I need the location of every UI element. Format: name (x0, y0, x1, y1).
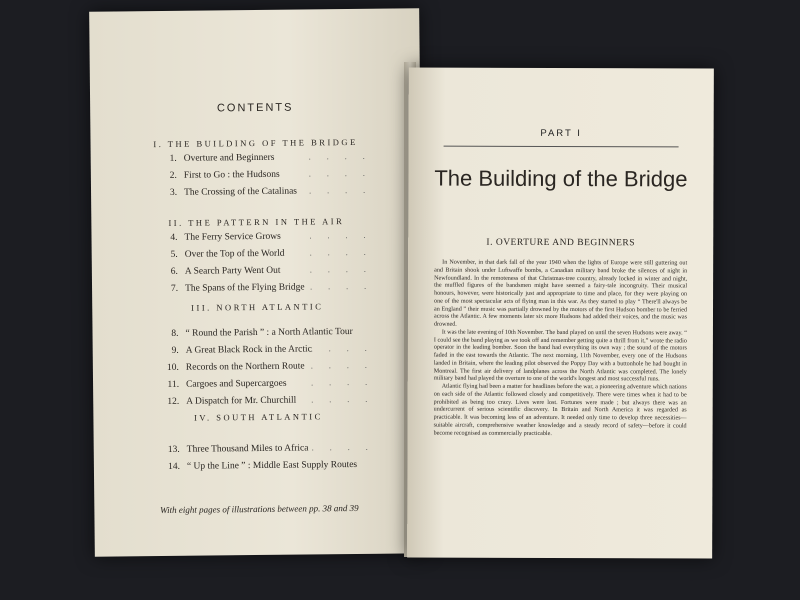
toc-leader-dots: . . . . (308, 151, 372, 162)
toc-entry (160, 247, 430, 262)
toc-entry-number: 14. (167, 461, 180, 472)
toc-entry (161, 394, 431, 409)
toc-leader-dots: . . . . (310, 343, 374, 354)
divider-rule (444, 146, 679, 148)
toc-entry (160, 264, 430, 279)
toc-entry-number: 13. (167, 444, 180, 455)
part-heading: IV. SOUTH ATLANTIC (194, 411, 323, 423)
toc-entry-number: 12. (167, 396, 180, 407)
toc-leader-dots: . . . . (308, 185, 373, 196)
toc-entry (159, 230, 429, 245)
body-paragraph: It was the late evening of 10th November. The band played on until the seven Hudsons were away. “ I could see the band playing as we took off and remember getting quite a thrill from it,” wrote the radio operator in the leading bomber. Soon the band had everything its own way ; the sound of the motors faded in the east towards the Atlantic. The next morning, 11th November, every one of the Hudsons landed in Britain, where the leading pilot observed the Poppy Day with a buttonhole he had bought in Montreal. The first air delivery of landplanes across the North Atlantic was completed. The lonely military band had played the overture to one of the world's longest and most successful runs. (433, 329, 687, 383)
toc-entry-number: 9. (171, 345, 179, 356)
toc-entry-title: The Crossing of the Catalinas (184, 186, 298, 198)
toc-entry-title: Overture and Beginners (183, 152, 275, 164)
toc-entry-number: 7. (170, 283, 179, 294)
toc-entry-number: 8. (171, 328, 179, 339)
toc-leader-dots: . . . . (311, 377, 375, 388)
part-label: PART I (540, 127, 582, 140)
toc-entry (159, 151, 429, 166)
chapter-title: The Building of the Bridge (434, 165, 688, 192)
toc-leader-dots: . . . . (311, 442, 375, 453)
body-paragraph: In November, in that dark fall of the year 1940 when the lights of Europe were still guttering out and Britain shook under Luftwaffe bombs, a Canadian military band broke the silences of night in Newfoundland. In the remoteness of that Christmas-tree country, already locked in winter and night, the muffled figures of the bandsmen might have seemed a fairy-tale incongruity. Their musical honours, however, were historically just and appropriate to time and place, for they were playing on one of the most spectacular acts of flying man in this war. As they started to play “ There'll always be an England ” their music was partially drowned by the motors of the first Hudson bomber to be ferried across the Atlantic. A few moments later six more Hudsons had added their voices, and the music was drowned. (433, 259, 688, 328)
part-heading: I. THE BUILDING OF THE BRIDGE (153, 136, 358, 150)
toc-entry (159, 185, 429, 200)
toc-leader-dots: . . . . (309, 247, 373, 258)
toc-entry (160, 281, 430, 296)
contents-page (89, 8, 425, 556)
toc-entry (162, 442, 432, 457)
toc-leader-dots: . . . . (309, 264, 373, 275)
toc-entry (161, 360, 431, 375)
section-heading: I. OVERTURE AND BEGINNERS (486, 237, 636, 249)
toc-entry-title: “ Up the Line ” : Middle East Supply Routes (186, 459, 358, 472)
chapter-page (407, 67, 714, 558)
toc-entry-title: The Ferry Service Grows (184, 231, 281, 243)
toc-leader-dots: . . . . (309, 230, 373, 241)
toc-entry-title: First to Go : the Hudsons (183, 169, 280, 181)
toc-leader-dots: . . . . (310, 360, 374, 371)
illustrations-note: With eight pages of illustrations between pp. 38 and 39 (160, 502, 359, 516)
part-heading: III. NORTH ATLANTIC (191, 301, 324, 313)
toc-entry-title: Records on the Northern Route (185, 361, 305, 373)
body-paragraph: Atlantic flying had been a matter for headlines before the war, a pioneering adventure which nations on each side of the Atlantic followed closely and competitively. There were times when it had to be prohibited as being too crazy. Lives were lost. Fortunes were made ; but always there was an undercurrent of serious scientific discovery. In Britain and North America it was regarded as practicable. It was becoming less of an adventure. It needed only time to develop three necessities—suitable aircraft, comprehensive weather knowledge and a steady record of safety—before it could become recognised as commercially practicable. (433, 383, 687, 437)
chapter-body (434, 260, 688, 439)
toc-entry-number: 4. (170, 232, 178, 243)
toc-entry-title: “ Round the Parish ” : a North Atlantic Tour (185, 327, 353, 339)
toc-entry-number: 5. (170, 249, 178, 260)
toc-entry (161, 343, 431, 358)
toc-entry-title: A Search Party Went Out (184, 265, 281, 277)
toc-entry-number: 1. (169, 153, 177, 164)
toc-entry-number: 6. (170, 266, 178, 277)
toc-entry (161, 377, 431, 392)
toc-entry-title: The Spans of the Flying Bridge (185, 282, 305, 294)
toc-entry-number: 3. (169, 187, 178, 198)
toc-leader-dots: . . . . (311, 394, 375, 405)
toc-entry-title: Three Thousand Miles to Africa (186, 443, 309, 455)
toc-leader-dots: . . . . (310, 281, 374, 292)
toc-entry (160, 326, 430, 341)
toc-entry-title: A Great Black Rock in the Arctic (185, 344, 312, 356)
contents-title: CONTENTS (216, 101, 294, 115)
toc-entry (159, 168, 429, 183)
toc-entry-number: 11. (167, 379, 180, 390)
toc-entry-title: A Dispatch for Mr. Churchill (186, 395, 297, 407)
toc-entry-number: 2. (169, 170, 177, 181)
toc-entry-title: Over the Top of the World (184, 248, 285, 260)
toc-entry-number: 10. (166, 362, 179, 373)
toc-entry (162, 459, 432, 474)
toc-leader-dots: . . . . (308, 168, 372, 179)
toc-entry-title: Cargoes and Supercargoes (186, 378, 287, 390)
part-heading: II. THE PATTERN IN THE AIR (168, 216, 345, 228)
